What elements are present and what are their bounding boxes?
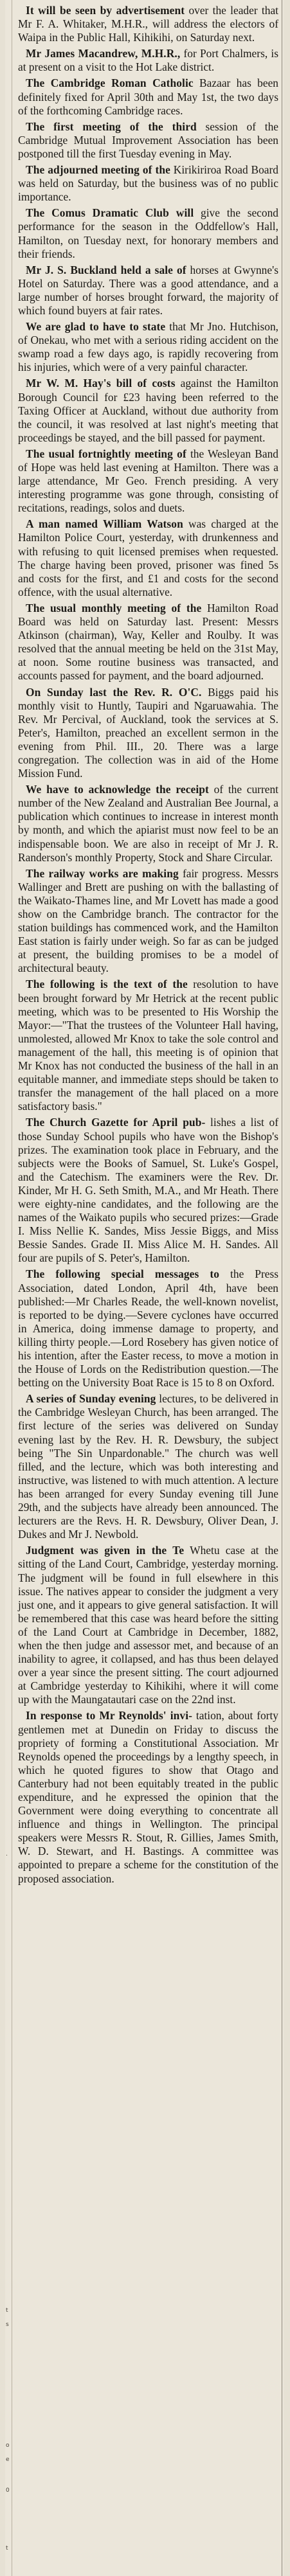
news-item-lead: Judgment was given in the Te (26, 1544, 185, 1557)
news-item-text: Whetu case at the sitting of the Land Court, Cambridge, yesterday morning. The judgment will be found in full elsewhere in this issue. The natives appear to consider the judgment a very just one, and it appears to give general satisfaction. It will be remembered that this case was heard before the sitting of the Land Court at Cambridge in December, 1882, when the then judge and assessor met, and because of an inability to agree, it collapsed, and has thus been delayed over a year since the present sitting. The court adjourned at Cambridge yesterday to Kihikihi, where it will come up with the Maungatautari case on the 22nd inst. (18, 1544, 279, 1706)
margin-mark: o (6, 2442, 10, 2449)
news-item-lead: The usual fortnightly meeting of (26, 447, 186, 460)
news-item-text: against the Hamilton Borough Council for £23 having been referred to the Taxing Officer at Auckland, without due authority from the council, it was resolved at last night's meeting that proceedings be stayed, and the bill passed for payment. (18, 377, 278, 444)
margin-mark: . (6, 1851, 8, 1857)
news-item-text: lishes a list of those Sunday School pupils who have won the Bishop's prizes. The examination took place in February, and the subjects were the Books of Samuel, St. Luke's Gospel, and the Catechism. The examiners were the Rev. Dr. Kinder, Mr H. G. Seth Smith, M.A., and Mr Heath. There were eighty-nine candidates, and the following are the names of the Waikato pupils who secured prizes:—Grade I. Miss Nellie K. Sandes, Miss Jessie Biggs, and Miss Bessie Sandes. Grade II. Miss Alice M. H. Sandes. All four are pupils of S. Peter's, Hamilton. (18, 1116, 278, 1265)
margin-mark: t (6, 2545, 8, 2552)
news-item (18, 377, 278, 444)
news-item (18, 320, 278, 374)
news-item-text: Biggs paid his monthly visit to Huntly, Taupiri and Ngaruawahia. The Rev. Mr Percival, of Auckland, took the services at S. Peter's, Hamilton, preached an excellent sermon in the evening from Phil. III., 20. There was a large congregation. The collection was in aid of the Home Mission Fund. (18, 685, 279, 780)
margin-mark: s (6, 2321, 9, 2328)
news-item-text: tation, about forty gentlemen met at Dunedin on Friday to discuss the propriety of forming a Constitutional Association. Mr Reynolds opened the proceedings by a lengthy speech, in which he quoted figures to show that Otago and Canterbury had not been equitably treated in the public expenditure, and he expressed the opinion that the Government were doing everything to concentrate all influence and things in Wellington. The principal speakers were Messrs R. Stout, R. Gillies, James Smith, W. D. Stewart, and H. Bastings. A committee was appointed to prepare a scheme for the constitution of the proposed association. (18, 1709, 279, 1885)
news-item-lead: On Sunday last the Rev. R. O'C. (26, 685, 202, 699)
news-item-text: lectures, to be delivered in the Cambridge Wesleyan Church, has been arranged. The first lecture of the series was delivered on Sunday evening last by the Rev. H. R. Dewsbury, the subject being "The Sin Unpardonable." The church was well filled, and the lecture, which was both interesting and instructive, was listened to with much attention. A lecture has been arranged for every Sunday evening till June 29th, and the subjects have already been announced. The lecturers are the Revs. H. R. Dewsbury, Oliver Dean, J. Dukes and Mr J. Newbold. (18, 1392, 278, 1541)
news-item-lead: A man named William Watson (26, 517, 183, 531)
news-item-lead: The Comus Dramatic Club will (26, 206, 194, 220)
news-item (18, 602, 278, 683)
news-item (18, 978, 278, 1113)
news-item-text: resolution to have been brought forward by Mr Hetrick at the recent public meeting, which was to be presented to His Worship the Mayor:—"That the trustees of the Volunteer Hall having, unmolested, allowed Mr Knox to take the sole control and management of the hall, this meeting is of opinion that Mr Knox has not conducted the business of the hall in an equitable manner, and immediate steps should be taken to transfer the management of the hall placed on a more satisfactory basis." (18, 978, 279, 1113)
news-item-text: Kirikiriroa Road Board was held on Saturday, but the business was of no public importance. (18, 163, 279, 204)
margin-mark: 0 (6, 2487, 10, 2494)
news-item (18, 1709, 278, 1885)
margin-mark: e (6, 2456, 10, 2463)
news-item-text: give the second performance for the season in the Oddfellow's Hall, Hamilton, on Tuesday next, for honorary members and their friends. (18, 206, 278, 260)
news-item (18, 867, 278, 976)
news-item-lead: Mr W. M. Hay's bill of costs (26, 377, 176, 390)
news-item (18, 206, 278, 260)
news-item-lead: The following special messages to (26, 1267, 220, 1281)
news-item-text: over the leader that Mr F. A. Whitaker, M.H.R., will address the electors of Waipa in the Public Hall, Kihikihi, on Saturday next. (18, 4, 278, 44)
news-item (18, 76, 278, 117)
news-item-text: Bazaar has been definitely fixed for April 30th and May 1st, the two days of the forthcoming Cambridge races. (18, 76, 278, 117)
news-item (18, 163, 278, 204)
news-item (18, 447, 278, 515)
news-item (18, 686, 278, 781)
news-item-lead: The Cambridge Roman Catholic (26, 76, 194, 90)
news-item-text: was charged at the Hamilton Police Court, yesterday, with drunkenness and with refusing to quit licensed premises when requested. The charge having been proved, prisoner was fined 5s and costs for the first, and £1 and costs for the second offence, with the usual alternative. (18, 517, 278, 598)
left-margin-gutter (5, 0, 12, 2576)
news-item-text: of the current number of the New Zealand and Australian Bee Journal, a publication which continues to increase in interest month by month, and which the apiarist must now feel to be an indispensable boon. We are also in receipt of Mr J. R. Randerson's monthly Property, Stock and Share Circular. (18, 783, 278, 864)
news-item-lead: In response to Mr Reynolds' invi- (26, 1709, 193, 1722)
news-item (18, 1267, 278, 1390)
news-item-text: the Press Association, dated London, April 4th, have been published:—Mr Charles Reade, the well-known novelist, is reported to be dying.—Severe cyclones have occurred in America, doing immense damage to property, and killing thirty people.—Lord Rosebery has given notice of his intention, after the Easter recess, to move a motion in the House of Lords on the Redistribution question.—The betting on the University Boat Race is 15 to 8 on Oxford. (18, 1267, 278, 1390)
news-item (18, 1544, 278, 1706)
news-item (18, 783, 278, 864)
news-item (18, 4, 278, 44)
news-item (18, 120, 278, 161)
news-item-lead: We are glad to have to state (26, 320, 166, 334)
news-item-lead: The first meeting of the third (26, 120, 197, 133)
news-item-lead: The Church Gazette for April pub- (26, 1116, 206, 1129)
news-column (18, 4, 278, 1888)
news-item-text: for Port Chalmers, is at present on a visit to the Hot Lake district. (18, 47, 278, 74)
news-item (18, 264, 278, 318)
news-item-text: session of the Cambridge Mutual Improvement Association has been postponed till the first Tuesday evening in May. (18, 120, 278, 160)
news-item-text: horses at Gwynne's Hotel on Saturday. There was a good attendance, and a large number of horses brought forward, the majority of which found buyers at fair rates. (18, 263, 278, 317)
news-item-text: Hamilton Road Board was held on Saturday last. Present: Messrs Atkinson (chairman), Way, Keller and Roulby. It was resolved that the annual meeting be held on the 31st May, at noon. Some routine business was transacted, and accounts passed for payment, and the board adjourned. (18, 601, 278, 683)
news-item (18, 1116, 278, 1265)
news-item (18, 517, 278, 599)
news-item-lead: A series of Sunday evening (26, 1392, 156, 1406)
news-item (18, 47, 278, 74)
news-item-lead: Mr James Macandrew, M.H.R., (26, 47, 181, 60)
newspaper-page (5, 0, 284, 2576)
news-item-lead: It will be seen by advertisement (26, 4, 185, 17)
news-item-text: that Mr Jno. Hutchison, of Onekau, who met with a serious riding accident on the swamp road a few days ago, is rapidly recovering from his injuries, which were of a very painful character. (18, 320, 278, 374)
news-item-lead: We have to acknowledge the receipt (26, 783, 209, 796)
news-item-lead: Mr J. S. Buckland held a sale of (26, 263, 186, 276)
news-item-lead: The usual monthly meeting of the (26, 601, 202, 614)
margin-mark: t (6, 2307, 8, 2314)
news-item-lead: The adjourned meeting of the (26, 163, 170, 177)
news-item-lead: The railway works are making (26, 866, 179, 880)
news-item-text: the Wesleyan Band of Hope was held last evening at Hamilton. There was a large attendance, Mr Geo. French presiding. A very interesting programme was gone through, consisting of recitations, readings, solos and duets. (18, 447, 278, 515)
news-item-text: fair progress. Messrs Wallinger and Brett are pushing on with the ballasting of the Waikato-Thames line, and Mr Lovett has made a good show on the Cambridge branch. The contractor for the station buildings has commenced work, and the Hamilton East station is fairly under weigh. So far as can be judged at present, the building promises to be a model of architectural beauty. (18, 866, 278, 975)
news-item-lead: The following is the text of the (26, 978, 188, 991)
news-item (18, 1392, 278, 1541)
